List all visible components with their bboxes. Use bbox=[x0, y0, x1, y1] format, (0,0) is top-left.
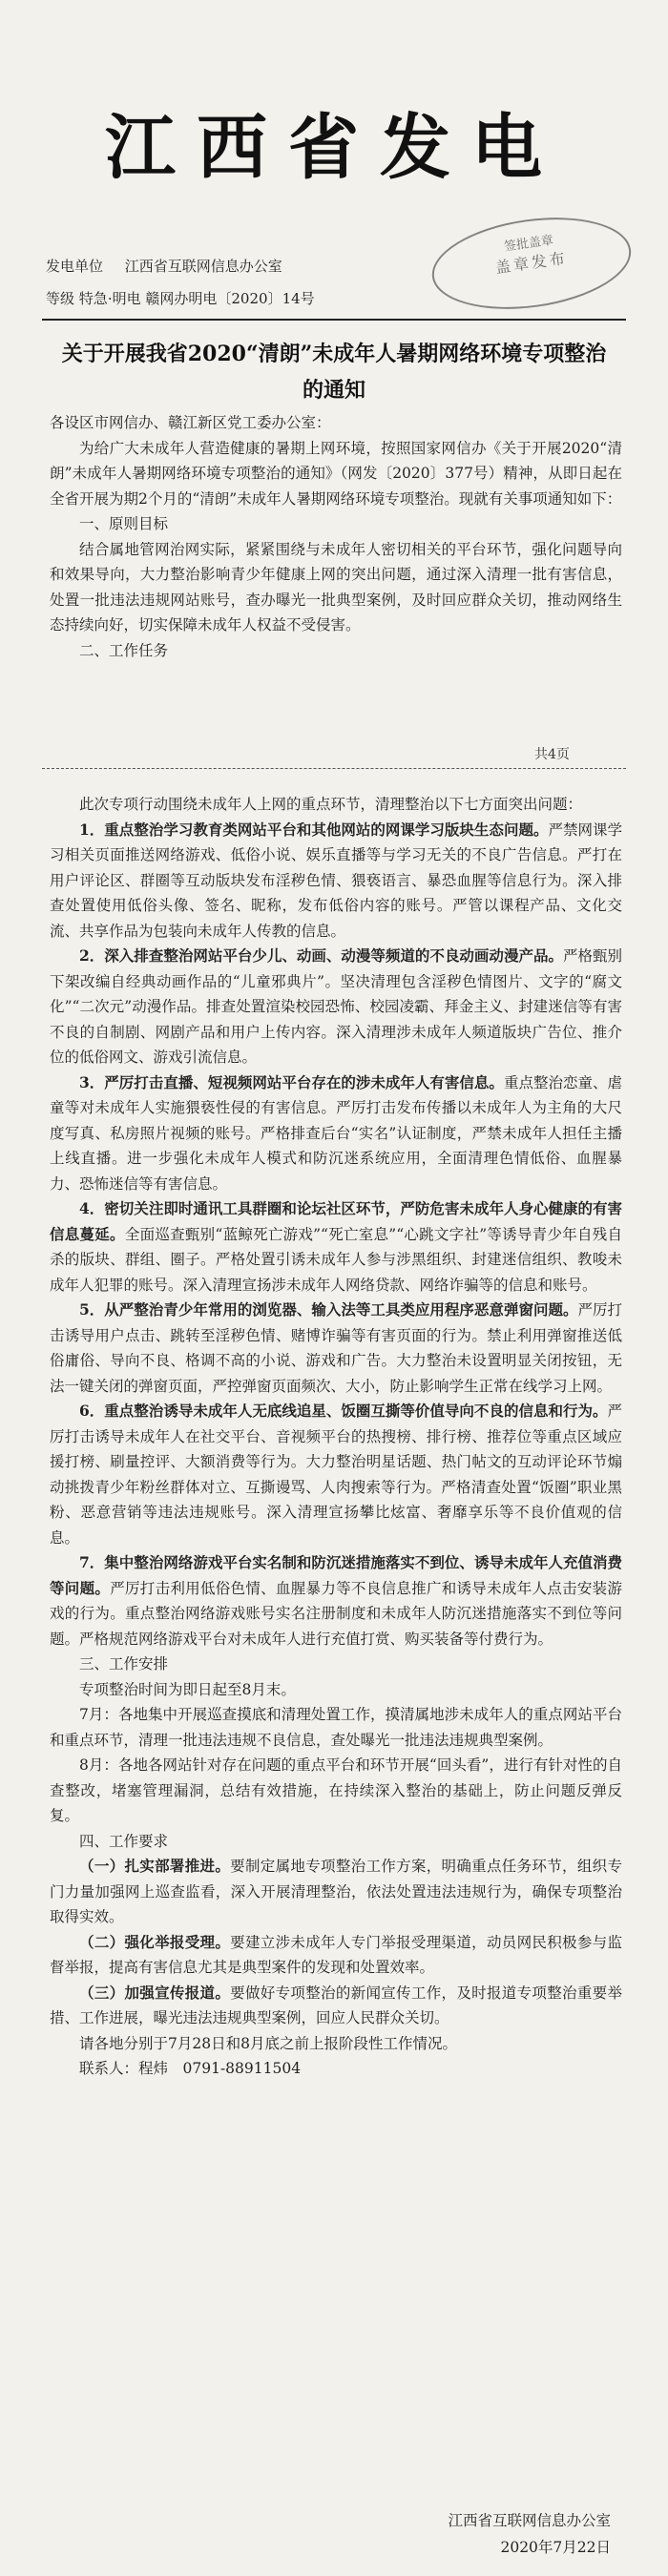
document-title: 关于开展我省2020“清朗”未成年人暑期网络环境专项整治的通知 bbox=[61, 342, 607, 403]
sender-name: 江西省互联网信息办公室 bbox=[124, 258, 282, 275]
official-seal bbox=[427, 206, 637, 321]
task-6-body: 严厉打击诱导未成年人在社交平台、音视频平台的热搜榜、排行榜、推荐位等重点区域应援打榜、刷量控评、大额消费等行为。大力整治明星话题、热门帖文的互动评论环节煽动挑拨青少年粉丝群体对立、互撕谩骂、人肉搜索等行为。严格清查处置“饭圈”职业黑粉、恶意营销等违法违规账号。深入清理宣扬攀比炫富、奢靡享乐等不良价值观的信息。 bbox=[50, 1402, 622, 1547]
task-7 bbox=[50, 1550, 622, 1652]
task-4-head: 4．密切关注即时通讯工具群圈和论坛社区环节，严防危害未成年人身心健康的有害信息蔓延。 bbox=[50, 1199, 622, 1243]
plan-august: 8月：各地各网站针对存在问题的重点平台和环节开展“回头看”，进行有针对性的自查整改，堵塞管理漏洞，总结有效措施，在持续深入整治的基础上，防止问题反弹反复。 bbox=[50, 1756, 622, 1824]
task-4 bbox=[50, 1196, 622, 1298]
sender-label: 发电单位 bbox=[46, 258, 104, 275]
plan-time: 专项整治时间为即日起至8月末。 bbox=[79, 1680, 296, 1698]
requirement-2-body: 要建立涉未成年人专门举报受理渠道，动员网民积极参与监督举报，提高有害信息尤其是典型案件的发现和处置效率。 bbox=[50, 1933, 622, 1976]
seal-text-2: 盖章发布 bbox=[493, 248, 569, 278]
section1-body: 结合属地管网治网实际，紧紧围绕与未成年人密切相关的平台环节，强化问题导向和效果导向，大力整治影响青少年健康上网的突出问题，通过深入清理一批有害信息，处置一批违法违规网站账号，查办曝光一批典型案例，及时回应群众关切，推动网络生态持续向好，切实保障未成年人权益不受侵害。 bbox=[50, 540, 622, 634]
body-part-2 bbox=[50, 792, 622, 2082]
task-2-head: 2．深入排查整治网站平台少儿、动画、动漫等频道的不良动画动漫产品。 bbox=[79, 946, 563, 965]
task-1-body: 严禁网课学习相关页面推送网络游戏、低俗小说、娱乐直播等与学习无关的不良广告信息。严打在用户评论区、群圈等互动版块发布淫秽色情、猥亵语言、暴恐血腥等信息行为。深入排查处置使用低俗头像、签名、昵称，发布低俗内容的账号。严管以课程产品、文化交流、共享作品为包装向未成年人传教的信息。 bbox=[50, 821, 622, 940]
level-value-2: 明电 bbox=[112, 290, 141, 307]
section4-title: 四、工作要求 bbox=[79, 1832, 169, 1850]
task-6-head: 6．重点整治诱导未成年人无底线追星、饭圈互撕等价值导向不良的信息和行为。 bbox=[79, 1402, 608, 1420]
body-part-1 bbox=[50, 410, 622, 663]
page-count: 共4页 bbox=[534, 747, 570, 762]
intro-paragraph: 为给广大未成年人营造健康的暑期上网环境，按照国家网信办《关于开展2020“清朗”未成年人暑期网络环境专项整治的通知》（网发〔2020〕377号）精神，从即日起在全省开展为期2个月的“清朗”未成年人暑期网络环境专项整治。现就有关事项通知如下： bbox=[50, 439, 622, 508]
seal-text-1: 签批盖章 bbox=[503, 233, 554, 255]
section3-title: 三、工作安排 bbox=[79, 1655, 169, 1672]
header-divider bbox=[42, 319, 626, 321]
report-note: 请各地分别于7月28日和8月底之前上报阶段性工作情况。 bbox=[79, 2034, 457, 2052]
level-value: 特急 bbox=[78, 290, 108, 307]
task-5-head: 5．从严整治青少年常用的浏览器、输入法等工具类应用程序恶意弹窗问题。 bbox=[79, 1300, 578, 1319]
task-2-body: 严格甄别下架改编自经典动画作品的“儿童邪典片”。坚决清理包含淫秽色情图片、文字的“腐文化”“二次元”动漫作品。排查处置渲染校园恐怖、校园凌霸、拜金主义、封建迷信等有害不良的自制剧、网剧产品和用户上传内容。深入清理涉未成年人频道版块广告位、推介位的低俗网文、游戏引流信息。 bbox=[50, 947, 622, 1066]
section1-title: 一、原则目标 bbox=[79, 515, 169, 532]
level-label: 等级 bbox=[46, 290, 75, 307]
task-3-head: 3．严厉打击直播、短视频网站平台存在的涉未成年人有害信息。 bbox=[79, 1072, 504, 1091]
task-3 bbox=[50, 1070, 622, 1197]
task-4-body: 全面巡查甄别“蓝鲸死亡游戏”“死亡室息”“心跳文字社”等诱导青少年自残自杀的版块、群组、圈子。严格处置引诱未成年人参与涉黑组织、封建迷信组织、教唆未成年人犯罪的账号。深入清理宣扬涉未成年人网络贷款、网络诈骗等的信息和账号。 bbox=[50, 1225, 622, 1294]
task-1 bbox=[50, 818, 622, 945]
task-7-body: 严厉打击利用低俗色情、血腥暴力等不良信息推广和诱导未成年人点击安装游戏的行为。重点整治网络游戏账号实名注册制度和未成年人防沉迷措施落实不到位等问题。严格规范网络游戏平台对未成年人进行充值打赏、购买装备等付费行为。 bbox=[50, 1579, 622, 1648]
level-separator: · bbox=[107, 290, 113, 307]
tasks-intro: 此次专项行动围绕未成年人上网的重点环节，清理整治以下七方面突出问题： bbox=[79, 796, 583, 813]
page-break-line bbox=[42, 768, 626, 769]
task-5 bbox=[50, 1298, 622, 1399]
task-2 bbox=[50, 944, 622, 1070]
requirement-1-body: 要制定属地专项整治工作方案，明确重点任务环节，组织专门力量加强网上巡查监看，深入开展清理整治，依法处置违法违规行为，确保专项整治取得实效。 bbox=[50, 1858, 622, 1925]
signature-block bbox=[382, 2507, 611, 2561]
task-3-body: 重点整治恋童、虐童等对未成年人实施猥亵性侵的有害信息。严厉打击发布传播以未成年人为主角的大尺度写真、私房照片视频的账号。严格排查后台“实名”认证制度，严禁未成年人担任主播上线直播。进一步强化未成年人模式和防沉迷系统应用，全面清理色情低俗、血腥暴力、恐怖迷信等有害信息。 bbox=[50, 1073, 622, 1193]
task-1-head: 1．重点整治学习教育类网站平台和其他网站的网课学习版块生态问题。 bbox=[79, 820, 549, 839]
task-7-head: 7．集中整治网络游戏平台实名制和防沉迷措施落实不到位、诱导未成年人充值消费等问题。 bbox=[50, 1553, 622, 1597]
requirement-3-body: 要做好专项整治的新闻宣传工作，及时报道专项整治重要举措、工作进展，曝光违法违规典型案例，回应人民群众关切。 bbox=[50, 1984, 622, 2026]
sender-line bbox=[46, 256, 282, 276]
contact-line: 联系人：程炜 0791-88911504 bbox=[79, 2060, 302, 2077]
plan-july: 7月：各地集中开展巡查摸底和清理处置工作，摸清属地涉未成年人的重点网站平台和重点环节，清理一批违法违规不良信息，查处曝光一批违法违规典型案例。 bbox=[50, 1706, 622, 1749]
doc-number: 赣网办明电〔2020〕14号 bbox=[145, 290, 315, 307]
level-line bbox=[46, 288, 315, 308]
requirement-2 bbox=[50, 1930, 622, 1981]
footer-organization: 江西省互联网信息办公室 bbox=[448, 2512, 611, 2529]
salutation: 各设区市网信办、赣江新区党工委办公室： bbox=[50, 414, 331, 431]
footer-date: 2020年7月22日 bbox=[500, 2539, 611, 2556]
requirement-3 bbox=[50, 1981, 622, 2031]
task-5-body: 严厉打击诱导用户点击、跳转至淫秽色情、赌博诈骗等有害页面的行为。禁止利用弹窗推送低俗庸俗、导向不良、格调不高的小说、游戏和广告。大力整治未设置明显关闭按钮，无法一键关闭的弹窗页面，严控弹窗页面频次、大小，防止影响学生正常在线学习上网。 bbox=[50, 1301, 622, 1395]
section2-title: 二、工作任务 bbox=[79, 641, 169, 659]
requirement-2-head: （二）强化举报受理。 bbox=[79, 1932, 231, 1951]
document-banner: 江西省发电 bbox=[105, 107, 563, 189]
requirement-3-head: （三）加强宣传报道。 bbox=[79, 1983, 231, 2002]
task-6 bbox=[50, 1399, 622, 1550]
requirement-1-head: （一）扎实部署推进。 bbox=[79, 1857, 231, 1875]
requirement-1 bbox=[50, 1854, 622, 1930]
